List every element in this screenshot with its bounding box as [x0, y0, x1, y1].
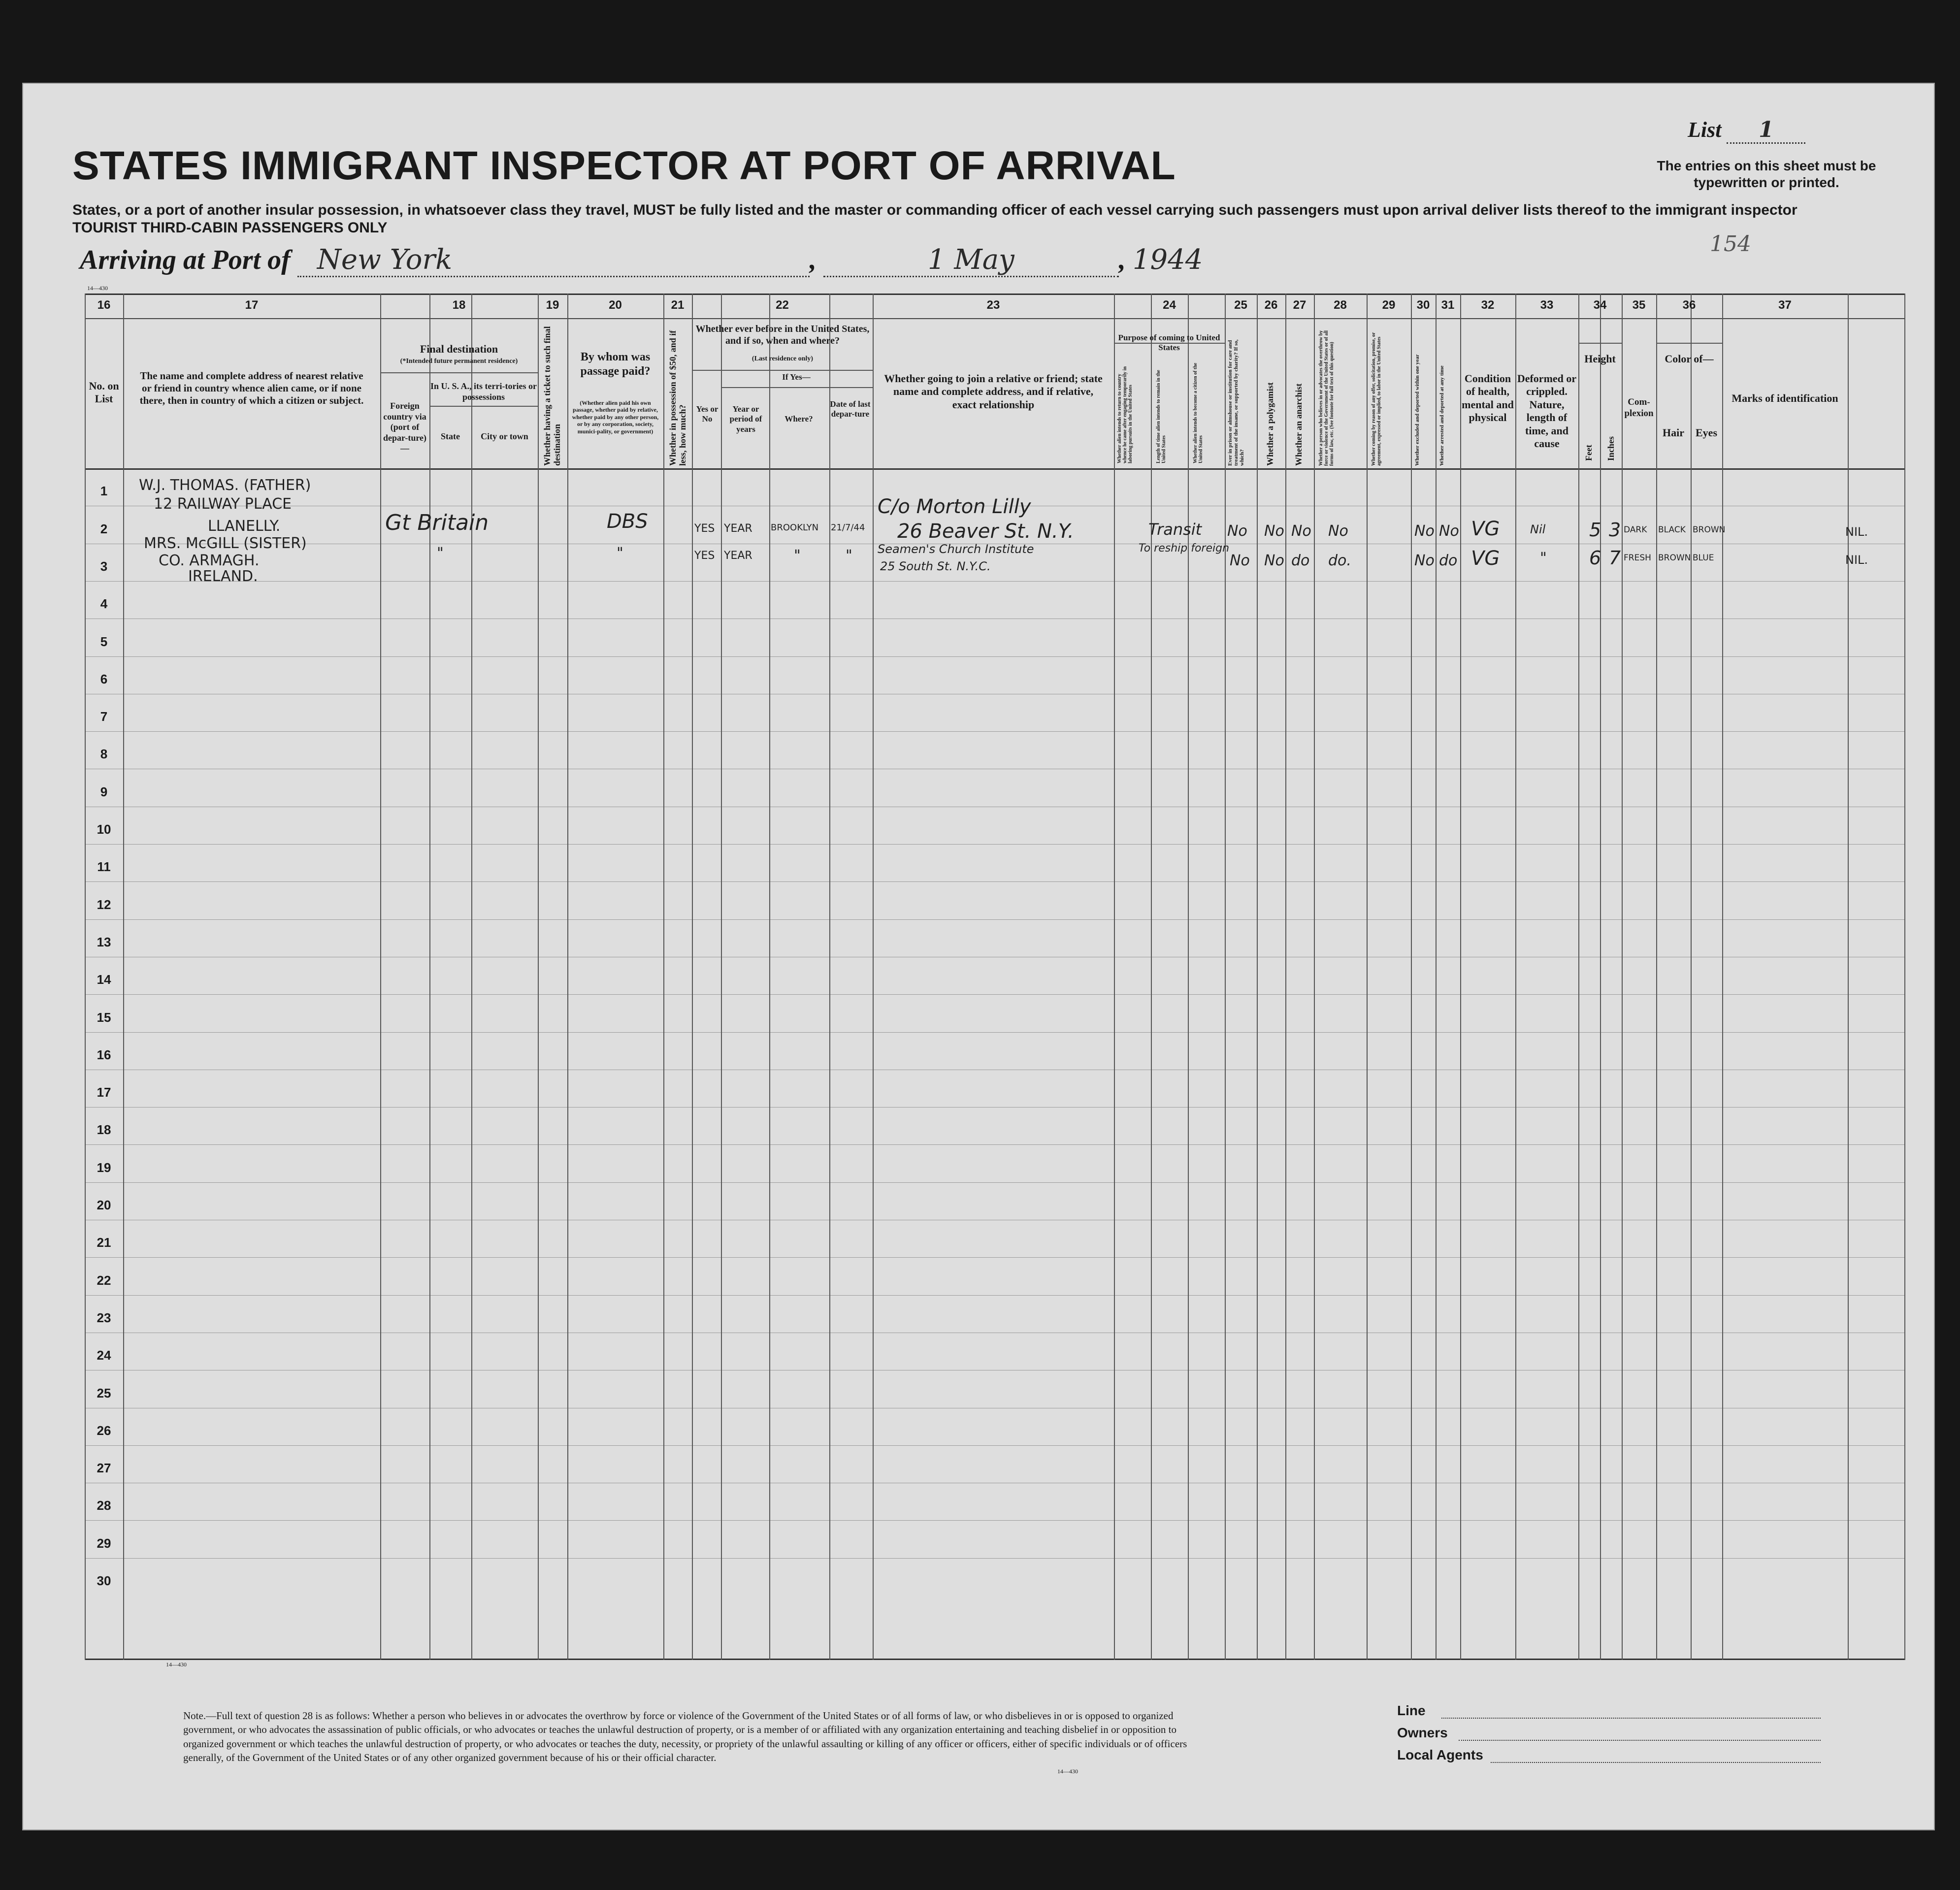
arrival-date: 1 May — [823, 244, 1119, 277]
grid-row-line — [85, 1257, 1904, 1258]
grid-column-line — [1460, 293, 1461, 1660]
r2-relative-name: MRS. McGILL (SISTER) — [144, 535, 307, 552]
r1-departure-country: Gt Britain — [385, 510, 489, 535]
grid-row-line — [85, 1520, 1904, 1521]
r2-complexion: FRESH — [1624, 553, 1651, 563]
col-num-23: 23 — [986, 298, 1000, 312]
row-number: 13 — [97, 934, 111, 949]
row-number: 10 — [97, 822, 111, 837]
col-num-29: 29 — [1382, 298, 1396, 312]
grid-row-line — [85, 581, 1904, 582]
grid-row-line — [85, 731, 1904, 732]
row-number: 24 — [97, 1348, 111, 1363]
r2-q27: do — [1291, 552, 1310, 569]
r1-health: VG — [1471, 518, 1500, 540]
form-code-top: 14—430 — [87, 285, 108, 292]
r1-relative-town: LLANELLY. — [208, 518, 281, 535]
col-num-17: 17 — [245, 298, 259, 312]
row-number: 26 — [97, 1423, 111, 1438]
r2-purpose: To reship foreign — [1139, 542, 1230, 554]
grid-row-line — [85, 1295, 1904, 1296]
r2-departure-date: " — [846, 547, 852, 564]
r1-join-address: 26 Beaver St. N.Y. — [897, 520, 1074, 543]
r2-eyes: BLUE — [1693, 553, 1714, 563]
grid-column-line — [721, 293, 722, 1660]
list-label: List — [1688, 118, 1722, 142]
row-number: 1 — [100, 484, 108, 499]
header-nearest-relative: The name and complete address of nearest relative or friend in country whence alien came, or if none there, then in country of which a citizen or subject. — [139, 370, 364, 407]
r1-ever-before: YES — [694, 522, 715, 535]
arriving-label: Arriving at Port of — [80, 245, 291, 275]
owners-field — [1459, 1740, 1821, 1741]
col-num-31: 31 — [1441, 298, 1455, 312]
grid-row-line — [85, 1182, 1904, 1183]
grid-column-line — [1285, 293, 1286, 1660]
grid-column-line — [1622, 293, 1623, 1660]
grid-row-line — [85, 919, 1904, 920]
header-yes-no: Yes or No — [696, 404, 719, 424]
header-marks: Marks of identification — [1731, 392, 1838, 404]
grid-column-line — [1411, 293, 1412, 1660]
r2-departure-country: " — [437, 545, 444, 562]
arrival-port: New York — [297, 244, 810, 277]
col-num-21: 21 — [671, 298, 685, 312]
row-number: 7 — [100, 709, 108, 724]
row-number: 16 — [97, 1047, 111, 1062]
r1-q28: No — [1328, 522, 1348, 540]
col-num-27: 27 — [1293, 298, 1307, 312]
row-number: 19 — [97, 1160, 111, 1175]
row-number: 9 — [100, 784, 108, 799]
grid-column-line — [873, 293, 874, 1660]
grid-column-line — [1367, 293, 1368, 1660]
header-foreign-country: Foreign country via (port of depar-ture)— — [383, 401, 426, 454]
r1-marks: NIL. — [1845, 525, 1868, 539]
grid-subheader-line — [721, 387, 873, 388]
header-color-of: Color of— — [1665, 353, 1714, 365]
grid-row-line — [85, 656, 1904, 657]
header-health: Condition of health, mental and physical — [1462, 372, 1514, 424]
col-num-36: 36 — [1682, 298, 1696, 312]
col-num-33: 33 — [1540, 298, 1554, 312]
r1-hair: BLACK — [1658, 525, 1686, 535]
row-number: 17 — [97, 1085, 111, 1100]
grid-column-line — [1314, 293, 1315, 1660]
grid-column-line — [1722, 293, 1723, 1660]
r2-relative-county: CO. ARMAGH. — [159, 552, 260, 569]
r1-inches: 3 — [1609, 519, 1621, 541]
r2-relative-country: IRELAND. — [188, 568, 258, 585]
header-state: State — [441, 431, 460, 441]
r1-passage-paid: DBS — [607, 510, 648, 533]
header-deformed: Deformed or crippled. Nature, length of time, and cause — [1517, 372, 1577, 450]
grid-column-line — [538, 293, 539, 1660]
col-num-22: 22 — [776, 298, 789, 312]
header-prison: Ever in prison or almshouse or institution for care and treatment of the insane, or supported by charity? If so, which? — [1227, 339, 1245, 466]
col-num-30: 30 — [1416, 298, 1430, 312]
header-year-period: Year or period of years — [729, 404, 762, 434]
header-fifty-dollars: Whether in possession of $50, and if less, how much? — [668, 330, 687, 466]
grid-subheader-line — [1656, 343, 1722, 344]
col-num-19: 19 — [546, 298, 559, 312]
header-purpose-return: Whether alien intends to return to country whence he came after engaging temporarily in laboring pursuits in the United States — [1117, 366, 1133, 463]
row-number: 11 — [97, 859, 111, 875]
grid-column-line — [1114, 293, 1115, 1660]
grid-row-line — [85, 1558, 1904, 1559]
header-city: City or town — [481, 431, 528, 441]
col-num-32: 32 — [1481, 298, 1495, 312]
r1-join-name: C/o Morton Lilly — [878, 495, 1031, 518]
header-eyes: Eyes — [1696, 426, 1717, 439]
row-number: 21 — [97, 1235, 111, 1250]
header-hair: Hair — [1663, 426, 1684, 439]
line-field — [1441, 1718, 1821, 1719]
r2-join-address: 25 South St. N.Y.C. — [880, 559, 991, 573]
grid-column-line — [567, 293, 568, 1660]
typewritten-instruction: The entries on this sheet must be typewritten or printed. — [1657, 158, 1876, 190]
grid-row-line — [85, 1032, 1904, 1033]
manifest-sheet — [22, 83, 1935, 1830]
header-height: Height — [1584, 353, 1616, 365]
row-number: 4 — [100, 596, 108, 612]
col-num-35: 35 — [1632, 298, 1646, 312]
header-purpose: Purpose of coming to United States — [1118, 333, 1220, 353]
grid-column-line — [1436, 293, 1437, 1660]
header-anarchist: Whether an anarchist — [1294, 383, 1304, 466]
header-final-destination-note: (*Intended future permanent residence) — [400, 358, 518, 365]
r2-q30: No — [1414, 552, 1435, 569]
col-num-37: 37 — [1778, 298, 1792, 312]
grid-column-line — [1600, 293, 1601, 1660]
r2-marks: NIL. — [1845, 553, 1868, 567]
grid-column-line — [471, 293, 472, 1660]
grid-column-line — [1225, 293, 1226, 1660]
col-num-26: 26 — [1264, 298, 1278, 312]
form-subtitle: States, or a port of another insular possession, in whatsoever class they travel, MUST be fully listed and the master or commanding officer of each vessel carrying such passengers must upon arrival deliver lists thereof to the immigrant inspector — [72, 202, 1797, 218]
grid-row-line — [85, 1144, 1904, 1145]
grid-row-line — [85, 1107, 1904, 1108]
form-code-bottom: 14—430 — [1057, 1768, 1078, 1775]
header-passage-paid: By whom was passage paid? — [580, 351, 651, 378]
form-code-bottom-left: 14—430 — [166, 1661, 187, 1668]
header-feet: Feet — [1584, 445, 1594, 461]
grid-subheader-line — [380, 372, 538, 373]
grid-column-line — [380, 293, 381, 1660]
grid-row-line — [85, 994, 1904, 995]
grid-column-line — [1848, 293, 1849, 1660]
col-num-25: 25 — [1234, 298, 1247, 312]
header-polygamist: Whether a polygamist — [1265, 382, 1275, 466]
grid-subheader-line — [1578, 343, 1622, 344]
grid-column-line — [1578, 293, 1579, 1660]
r2-passage-paid: " — [617, 545, 623, 562]
row-number: 30 — [97, 1573, 111, 1588]
r2-q26: No — [1264, 552, 1284, 569]
grid-row-line — [85, 881, 1904, 882]
r2-where: " — [794, 547, 801, 564]
grid-column-line — [1151, 293, 1152, 1660]
header-arrested: Whether arrested and deported at any time — [1439, 365, 1445, 466]
r1-q30: No — [1414, 522, 1435, 540]
r2-health: VG — [1471, 547, 1500, 570]
r1-q25: No — [1227, 522, 1247, 540]
r2-inches: 7 — [1609, 547, 1621, 569]
header-list-number: No. on List — [89, 380, 119, 405]
grid-column-line — [1188, 293, 1189, 1660]
row-number: 3 — [100, 558, 108, 574]
r1-purpose: Transit — [1148, 520, 1202, 539]
passenger-class-line: TOURIST THIRD-CABIN PASSENGERS ONLY — [72, 220, 388, 236]
row-number: 18 — [97, 1122, 111, 1138]
r1-deformed: Nil — [1530, 522, 1546, 536]
r2-q28: do. — [1328, 552, 1351, 569]
grid-column-line — [1257, 293, 1258, 1660]
row-number: 5 — [100, 634, 108, 649]
header-passage-paid-note: (Whether alien paid his own passage, whether paid by relative, whether paid by any other person, or by any corporation, society, munici-pality, or government) — [572, 399, 659, 435]
arrival-line: Arriving at Port of New York , 1 May , 1944 — [80, 244, 1203, 277]
grid-column-line — [769, 293, 770, 1660]
header-if-yes: If Yes— — [782, 372, 811, 382]
r1-year: YEAR — [724, 522, 752, 535]
col-num-18: 18 — [452, 298, 466, 312]
grid-column-line — [1656, 293, 1657, 1660]
row-number: 14 — [97, 972, 111, 987]
line-label: Line — [1397, 1703, 1426, 1718]
grid-column-line — [1515, 293, 1516, 1660]
row-number: 25 — [97, 1385, 111, 1401]
grid-column-line — [123, 293, 124, 1660]
header-in-usa: In U. S. A., its terri-tories or possessions — [430, 381, 537, 402]
grid-subheader-line — [1114, 343, 1225, 344]
header-where: Where? — [784, 414, 813, 424]
grid-row-line — [85, 1445, 1904, 1446]
row-number: 22 — [97, 1272, 111, 1288]
header-overthrow: Whether a person who believes in or advocates the overthrow by force or violence of the Government of the United States or of all forms of law, etc. (See footnote for full text of this question) — [1318, 330, 1335, 466]
header-purpose-length: Length of time alien intends to remain in the United States — [1156, 370, 1167, 463]
header-excluded: Whether excluded and deported within one year — [1414, 354, 1420, 466]
grid-column-line — [692, 293, 693, 1660]
r2-year: YEAR — [724, 550, 752, 562]
header-inches: Inches — [1606, 436, 1616, 461]
grid-column-line — [663, 293, 664, 1660]
r2-q25: No — [1230, 552, 1250, 569]
r1-q26: No — [1264, 522, 1284, 540]
grid-column-line — [829, 293, 830, 1660]
header-ticket: Whether having a ticket to such final destination — [542, 326, 562, 466]
grid-subheader-line — [692, 370, 873, 371]
header-complexion: Com-plexion — [1624, 397, 1654, 419]
header-purpose-citizen: Whether alien intends to become a citizen of the United States — [1193, 362, 1204, 463]
col-num-28: 28 — [1334, 298, 1347, 312]
r2-hair: BROWN — [1658, 553, 1691, 563]
row-number: 12 — [97, 897, 111, 912]
form-title: STATES IMMIGRANT INSPECTOR AT PORT OF ARRIVAL — [72, 143, 1176, 188]
row-number: 27 — [97, 1461, 111, 1476]
row-number: 8 — [100, 747, 108, 762]
r1-relative-street: 12 RAILWAY PLACE — [154, 495, 292, 513]
local-agents-field — [1491, 1762, 1821, 1763]
r2-q31: do — [1439, 552, 1458, 569]
arrival-year: 1944 — [1132, 244, 1203, 276]
r1-departure-date: 21/7/44 — [831, 522, 865, 533]
header-final-destination: Final destination — [420, 343, 498, 355]
r2-ever-before: YES — [694, 550, 715, 562]
header-date-departure: Date of last depar-ture — [830, 399, 871, 419]
r1-relative-name: W.J. THOMAS. (FATHER) — [139, 477, 311, 494]
grid-column-line — [1904, 293, 1905, 1660]
r2-feet: 6 — [1589, 547, 1601, 569]
r1-feet: 5 — [1589, 519, 1601, 541]
col-num-34: 34 — [1593, 298, 1607, 312]
grid-subheader-line — [429, 406, 538, 407]
list-number: 1 — [1727, 117, 1805, 144]
sheet-stamp-number: 154 — [1710, 231, 1751, 257]
row-number: 29 — [97, 1535, 111, 1551]
col-num-24: 24 — [1163, 298, 1176, 312]
row-number: 23 — [97, 1310, 111, 1325]
header-ever-before: Whether ever before in the United States, and if so, when and where? — [695, 324, 870, 346]
col-num-20: 20 — [609, 298, 622, 312]
manifest-grid — [85, 293, 1904, 1660]
r1-q27: No — [1291, 522, 1311, 540]
col-num-16: 16 — [97, 298, 111, 312]
local-agents-label: Local Agents — [1397, 1747, 1483, 1762]
row-number: 2 — [100, 521, 108, 536]
r1-where: BROOKLYN — [771, 522, 819, 533]
header-labor-offer: Whether coming by reason of any offer, solicitation, promise, or agreement, expressed or implied, to labor in the United States — [1371, 332, 1382, 466]
r2-join-name: Seamen's Church Institute — [878, 542, 1034, 556]
header-join-relative: Whether going to join a relative or friend; state name and complete address, and if relative, exact relationship — [884, 372, 1103, 411]
row-number: 28 — [97, 1498, 111, 1513]
grid-row-line — [85, 844, 1904, 845]
row-number: 20 — [97, 1198, 111, 1212]
grid-column-line — [1691, 293, 1692, 1660]
r2-deformed: " — [1540, 550, 1547, 567]
owners-label: Owners — [1397, 1725, 1448, 1740]
list-label-group — [1688, 117, 1805, 144]
grid-column-line — [429, 293, 430, 1660]
r1-q31: No — [1439, 522, 1459, 540]
row-number: 15 — [97, 1010, 111, 1025]
r1-complexion: DARK — [1624, 525, 1647, 535]
header-last-residence: (Last residence only) — [751, 355, 814, 362]
question-28-footnote: Note.—Full text of question 28 is as follows: Whether a person who believes in or advocates the overthrow by force or violence of the Government of the United States or of all forms of law, or who disbelieves in or is opposed to organized government, or who advocates the assassination of public officials, or who advocates or teaches the unlawful destruction of property, or is a member of or affiliated with any organization entertaining and teaching disbelief in or opposition to organized government or which teaches the unlawful destruction of property, or who advocates or teaches the duty, necessity, or propriety of the unlawful assaulting or killing of any officer or officers, either of specific individuals or of officers generally, of the Government of the United States or of any other organized government because of his or their official character. — [183, 1710, 1187, 1764]
r1-eyes: BROWN — [1693, 525, 1726, 535]
row-number: 6 — [100, 671, 108, 686]
